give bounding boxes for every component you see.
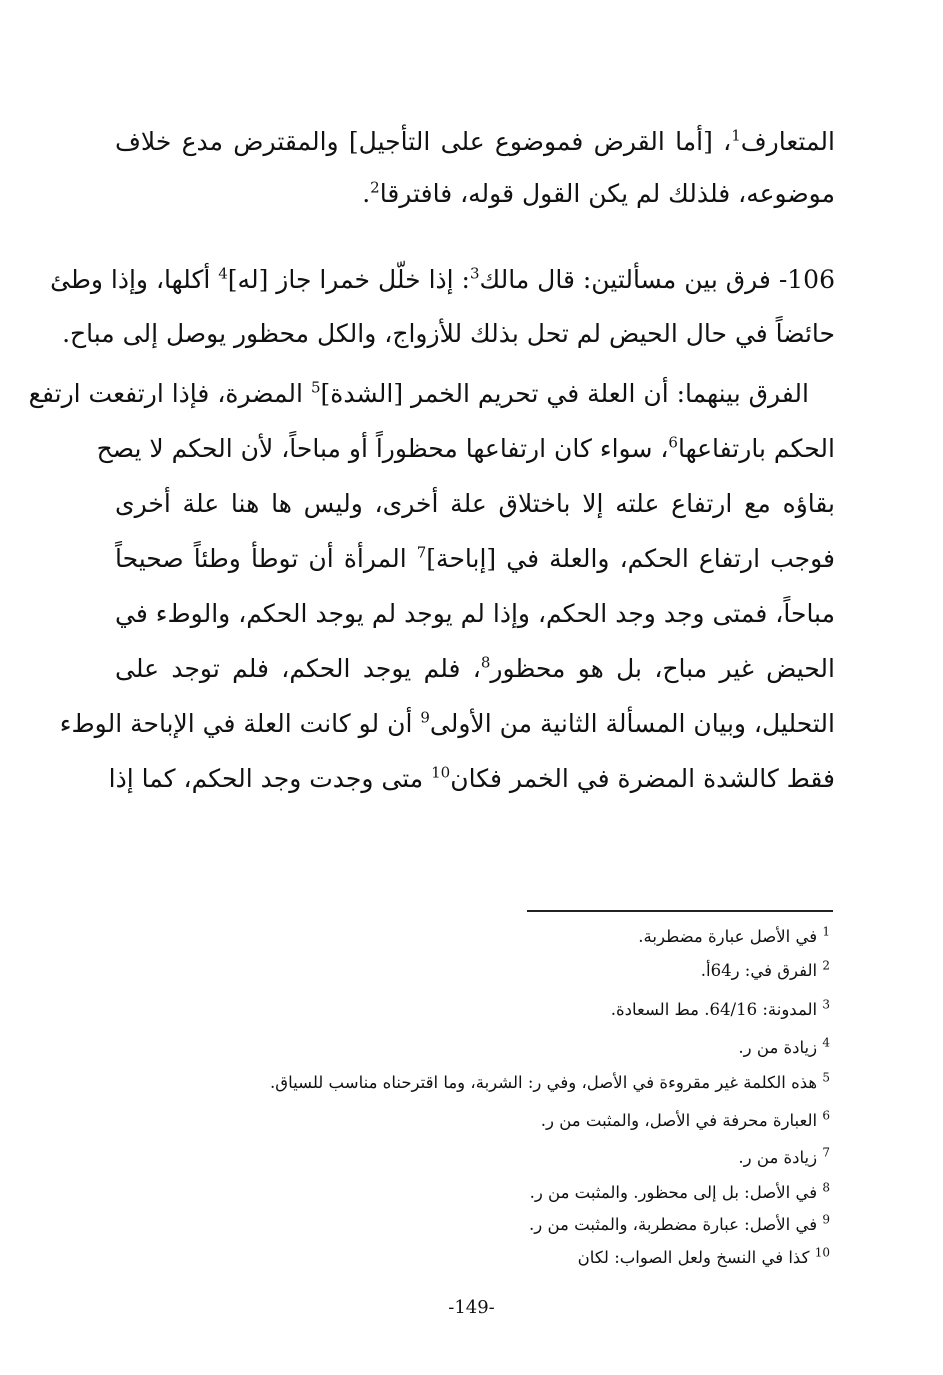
footnote-number: 4	[822, 1035, 830, 1050]
footnote-number: 8	[822, 1180, 830, 1195]
text-line	[108, 755, 835, 803]
text-line	[115, 118, 835, 166]
text-line	[115, 170, 835, 218]
text-run: المتعارف	[740, 127, 835, 156]
footnote-separator	[527, 910, 833, 912]
text-line	[115, 480, 835, 528]
footnote	[200, 922, 830, 952]
footnote-text: كذا في النسخ ولعل الصواب: لكان	[577, 1248, 810, 1267]
footnote-ref[interactable]: 3	[469, 264, 480, 283]
footnote-ref[interactable]: 2	[370, 178, 380, 197]
footnote-text: زيادة من ر.	[738, 1038, 818, 1057]
text-run: ، سواء كان ارتفاعها محظوراً أو مباحاً، لأن الحكم لا يصح	[96, 434, 669, 463]
footnote	[200, 995, 830, 1025]
footnote-ref[interactable]: 4	[218, 264, 228, 283]
text-line	[115, 590, 835, 638]
footnote-ref[interactable]: 6	[668, 433, 678, 452]
footnote-number: 3	[822, 997, 830, 1012]
text-run: أكلها، وإذا وطئ	[50, 265, 219, 294]
footnote-number: 9	[822, 1212, 830, 1227]
footnote-ref[interactable]: 7	[416, 543, 427, 562]
page-number: -149-	[448, 1297, 495, 1318]
footnote	[200, 1243, 830, 1273]
text-line	[115, 535, 835, 583]
text-run: المضرة، فإذا ارتفعت ارتفع	[28, 379, 311, 408]
footnote	[200, 1106, 830, 1136]
footnote-number: 10	[814, 1245, 830, 1260]
text-run: الحكم بارتفاعها	[677, 434, 835, 463]
text-run: مباحاً، فمتى وجد وجد الحكم، وإذا لم يوجد لم يوجد الحكم، والوطء في	[115, 599, 835, 628]
footnote-number: 5	[822, 1070, 830, 1085]
footnote-text: الفرق في: ر64أ.	[700, 961, 818, 980]
footnote	[200, 1210, 830, 1240]
footnote-ref[interactable]: 9	[420, 708, 430, 727]
text-line	[115, 645, 835, 693]
footnote	[200, 1178, 830, 1208]
text-run: موضوعه، فلذلك لم يكن القول قوله، فافترقا	[379, 179, 835, 208]
footnote-number: 2	[822, 958, 830, 973]
text-run: المرأة أن توطأ وطئاً صحيحاً	[115, 544, 417, 573]
text-run: فقط كالشدة المضرة في الخمر فكان	[450, 764, 835, 793]
text-line	[28, 370, 809, 418]
footnote-text: زيادة من ر.	[738, 1148, 818, 1167]
footnote-text: العبارة محرفة في الأصل، والمثبت من ر.	[540, 1111, 818, 1130]
text-run: : إذا خلّل خمرا جاز [له]	[227, 265, 470, 294]
footnote-ref[interactable]: 8	[480, 653, 491, 672]
text-run: فوجب ارتفاع الحكم، والعلة في [إباحة]	[426, 544, 835, 573]
footnote-ref[interactable]: 5	[310, 378, 321, 397]
text-run: الفرق بينهما: أن العلة في تحريم الخمر [الشدة]	[320, 379, 809, 408]
footnote-text: في الأصل عبارة مضطربة.	[638, 927, 818, 946]
footnote-number: 7	[822, 1145, 830, 1160]
text-run: .	[362, 179, 371, 208]
footnote-ref[interactable]: 1	[731, 126, 741, 145]
footnote	[200, 1068, 830, 1098]
text-run: أن لو كانت العلة في الإباحة الوطء	[59, 709, 421, 738]
text-line	[50, 256, 835, 304]
footnote	[200, 956, 830, 986]
footnote-text: في الأصل: عبارة مضطربة، والمثبت من ر.	[529, 1215, 818, 1234]
text-run: ، [أما القرض فموضوع على التأجيل] والمقترض مدع خلاف	[115, 127, 732, 156]
footnote-number: 6	[822, 1108, 830, 1123]
text-run: 106- فرق بين مسألتين: قال مالك	[479, 265, 835, 294]
footnote-ref[interactable]: 10	[431, 763, 451, 782]
footnote	[200, 1143, 830, 1173]
footnote-text: هذه الكلمة غير مقروءة في الأصل، وفي ر: الشربة، وما اقترحناه مناسب للسياق.	[270, 1073, 818, 1092]
text-line	[62, 310, 835, 358]
text-run: الحيض غير مباح، بل هو محظور	[490, 654, 835, 683]
footnote	[200, 1033, 830, 1063]
footnote-text: المدونة: 64/16. مط السعادة.	[610, 1000, 818, 1019]
footnote-number: 1	[822, 924, 830, 939]
text-run: حائضاً في حال الحيض لم تحل بذلك للأزواج، والكل محظور يوصل إلى مباح.	[62, 319, 835, 348]
footnote-text: في الأصل: بل إلى محظور. والمثبت من ر.	[529, 1183, 818, 1202]
text-run: متى وجدت وجد الحكم، كما إذا	[108, 764, 432, 793]
text-line	[96, 425, 835, 473]
text-run: ، فلم يوجد الحكم، فلم توجد على	[115, 654, 481, 683]
text-run: بقاؤه مع ارتفاع علته إلا باختلاق علة أخرى، وليس ها هنا علة أخرى	[115, 489, 835, 518]
text-line	[59, 700, 835, 748]
text-run: التحليل، وبيان المسألة الثانية من الأولى	[429, 709, 835, 738]
